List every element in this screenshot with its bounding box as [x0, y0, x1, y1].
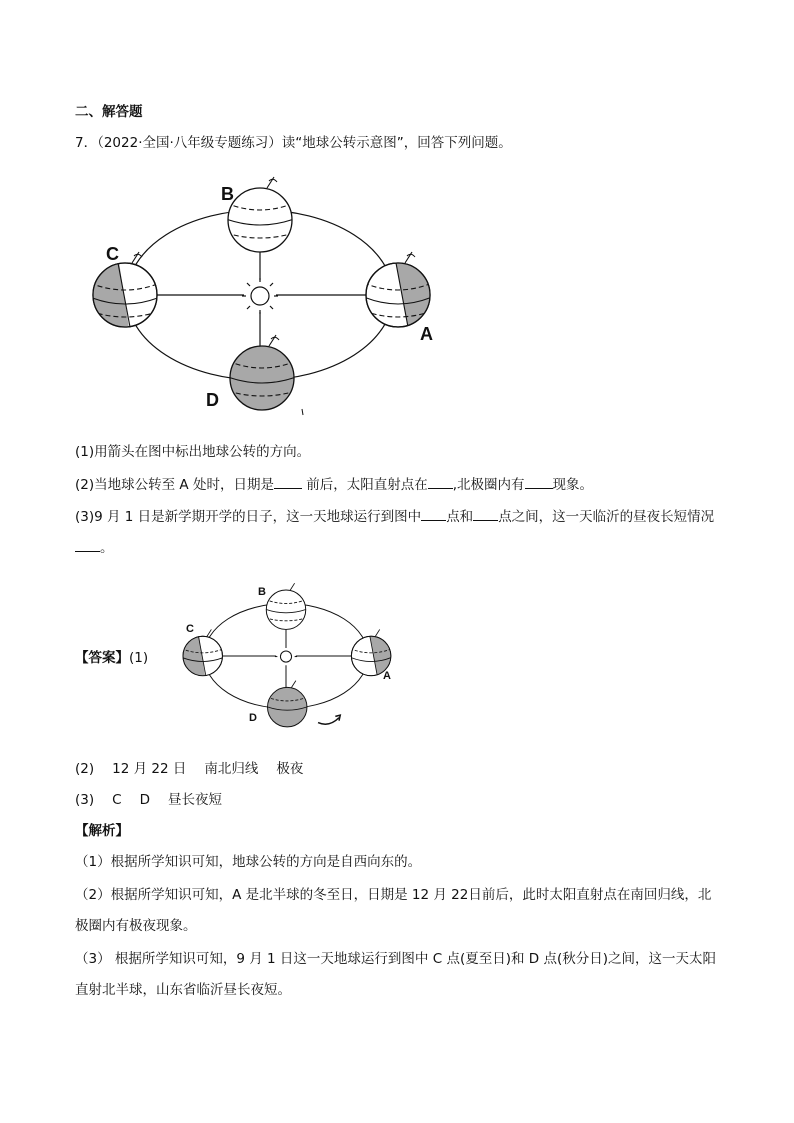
question-2: (2)当地球公转至 A 处时，日期是 前后，太阳直射点在 ,北极圈内有 现象。: [75, 474, 593, 494]
label-d: D: [206, 390, 219, 410]
earth-revolution-diagram: [80, 175, 440, 420]
answer-blank[interactable]: [421, 506, 446, 521]
label-c: C: [106, 244, 119, 264]
answer-blank[interactable]: [274, 474, 302, 489]
sun-icon: [275, 645, 297, 667]
answer-line-3: (3) C D 昼长夜短: [75, 792, 222, 808]
analysis-line-4: （3） 根据所学知识可知，9 月 1 日这一天地球运行到图中 C 点(夏至日)和 D 点(秋分日)之间，这一天太阳: [75, 951, 716, 967]
analysis-line-2: （2）根据所学知识可知，A 是北半球的冬至日，日期是 12 月 22日前后，此时太阳直射点在南回归线，北: [75, 887, 712, 903]
earth-c: [80, 252, 160, 335]
answer-label-b: B: [258, 586, 266, 598]
answer-blank[interactable]: [473, 506, 498, 521]
answer-blank[interactable]: [75, 537, 100, 552]
answer-diagram: [175, 580, 397, 735]
revolution-arrow-icon: [318, 718, 339, 725]
question-text: 读“地球公转示意图”，回答下列问题。: [281, 135, 512, 151]
question-3-tail: 。: [75, 537, 114, 557]
answer-label-a: A: [383, 670, 391, 682]
question-1: (1)用箭头在图中标出地球公转的方向。: [75, 444, 311, 460]
analysis-line-5: 直射北半球，山东省临沂昼长夜短。: [75, 982, 291, 998]
question-number: 7．: [75, 135, 98, 151]
answer-tag: 【答案】: [75, 650, 129, 666]
analysis-line-1: （1）根据所学知识可知，地球公转的方向是自西向东的。: [75, 854, 422, 870]
earth-b: [226, 177, 294, 252]
analysis-line-3: 极圈内有极夜现象。: [75, 918, 197, 934]
answer-blank[interactable]: [428, 474, 453, 489]
answer-line-1: 【答案】(1): [75, 650, 149, 666]
answer-label-d: D: [249, 712, 257, 724]
label-b: B: [221, 184, 234, 204]
answer-blank[interactable]: [525, 474, 553, 489]
label-a: A: [420, 324, 433, 344]
section-title: 二、解答题: [75, 104, 143, 120]
answer-label-c: C: [186, 623, 194, 635]
answer-line-2: (2) 12 月 22 日 南北归线 极夜: [75, 761, 304, 777]
question-stem: [75, 134, 512, 152]
question-3: (3)9 月 1 日是新学期开学的日子，这一天地球运行到图中 点和 点之间，这一天临沂的昼夜长短情况: [75, 506, 714, 526]
analysis-tag: 【解析】: [75, 823, 129, 839]
sun-icon: [242, 278, 278, 314]
question-source: （2022·全国·八年级专题练习）: [97, 135, 282, 151]
earth-d: [228, 335, 296, 410]
